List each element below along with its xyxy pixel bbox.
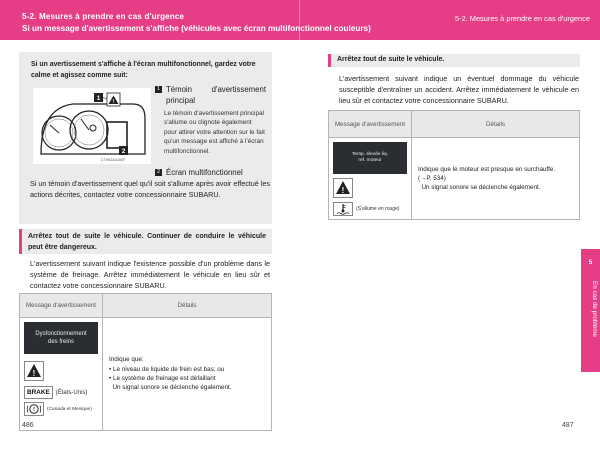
page-header (0, 0, 600, 40)
info-footer: Si un témoin d'avertissement quel qu'il soit s'allume après avoir effectué les actions décrites, contactez votre concessionnaire SUBARU. (30, 179, 270, 200)
chapter-tab[interactable] (581, 249, 600, 372)
table-header-message: Message d'avertissement (20, 294, 103, 318)
page-number-right: 487 (562, 422, 574, 429)
master-warning-icon (333, 178, 353, 198)
engine-temp-message-cell (329, 138, 412, 220)
legend-item-1 (155, 84, 266, 156)
section-title: 5-2. Mesures à prendre en cas d'urgence (22, 12, 185, 21)
master-warning-icon (24, 361, 44, 381)
engine-temp-warning-table (328, 110, 580, 220)
svg-text:!: ! (33, 407, 35, 414)
detail-line: Indique que: (109, 356, 144, 364)
left-section-heading: Arrêtez tout de suite le véhicule. Continuer de conduire le véhicule peut être dangereux. (19, 229, 272, 254)
chapter-number: 5 (588, 259, 593, 266)
legend-description-1: Le témoin d'avertissement principal s'allume ou clignote également pour attirer votre attention sur le fait qu'un message est affiché à l'écran multifonctionnel. (164, 110, 265, 155)
dashboard-figure (33, 88, 151, 164)
svg-text:!: ! (341, 186, 345, 195)
chapter-label: En cas de problème (591, 281, 598, 338)
info-lead: Si un avertissement s'affiche à l'écran multifonctionnel, gardez votre calme et agissez comme suit: (31, 61, 256, 79)
brake-circle-icon (24, 402, 44, 416)
detail-line: Un signal sonore se déclenche également. (109, 384, 232, 392)
brake-warning-table (19, 293, 272, 431)
figure-code: CTH52AA160F (101, 158, 126, 162)
svg-text:!: ! (32, 369, 36, 378)
detail-line: Indique que le moteur est presque en surchauffe. (418, 165, 556, 173)
detail-line: Un signal sonore se déclenche également. (418, 184, 541, 192)
table-header-details: Détails (103, 294, 272, 318)
svg-text:!: ! (112, 99, 115, 105)
legend-number-1: 1 (156, 86, 161, 92)
table-header-message: Message d'avertissement (329, 111, 412, 138)
legend-item-2 (155, 167, 266, 178)
section-subtitle: Si un message d'avertissement s'affiche (véhicules avec écran multifonctionnel couleurs) (22, 24, 371, 33)
table-header-details: Détails (412, 111, 580, 138)
page-number-left: 486 (22, 422, 34, 429)
svg-text:2: 2 (121, 148, 126, 156)
legend-title-2: Écran multifonctionnel (166, 168, 243, 177)
engine-temp-screen-message: Temp. élevée liq. ref. moteur (333, 142, 407, 174)
left-section-intro: L'avertissement suivant indique l'existence possible d'un problème dans le système de freinage. Arrêtez immédiatement le véhicule en lieu sûr et contactez votre concessionnaire SUBARU. (30, 259, 270, 290)
svg-text:1: 1 (96, 95, 101, 103)
legend-title-1: Témoin d'avertissement principal (166, 85, 266, 105)
right-section-title: 5-2. Mesures à prendre en cas d'urgence (455, 14, 590, 23)
brake-canada-note: (Canada et Mexique) (47, 406, 92, 412)
right-section-intro: L'avertissement suivant indique un éventuel dommage du véhicule susceptible d'entraîner un accident. Arrêtez immédiatement le véhicule en lieu sûr et contactez votre concessionnaire SUBARU. (339, 74, 579, 105)
brake-message-cell (20, 318, 103, 431)
right-section-heading: Arrêtez tout de suite le véhicule. (328, 54, 580, 67)
header-divider (299, 0, 300, 40)
red-light-note: (S'allume en rouge) (356, 206, 400, 212)
brake-screen-message: Dysfonctionnement des freins (24, 322, 98, 354)
legend-number-2: 2 (156, 169, 161, 175)
detail-line: • Le niveau de liquide de frein est bas; ou (109, 365, 225, 373)
brake-warning-icon: BRAKE (24, 386, 53, 399)
brake-us-note: (États-Unis) (55, 389, 88, 396)
detail-line: • Le système de freinage est défaillant (109, 375, 216, 382)
brake-details-cell (103, 318, 272, 431)
coolant-temperature-icon (333, 202, 353, 216)
detail-line: (→P. 534) (418, 174, 446, 182)
engine-temp-details-cell (412, 138, 580, 220)
